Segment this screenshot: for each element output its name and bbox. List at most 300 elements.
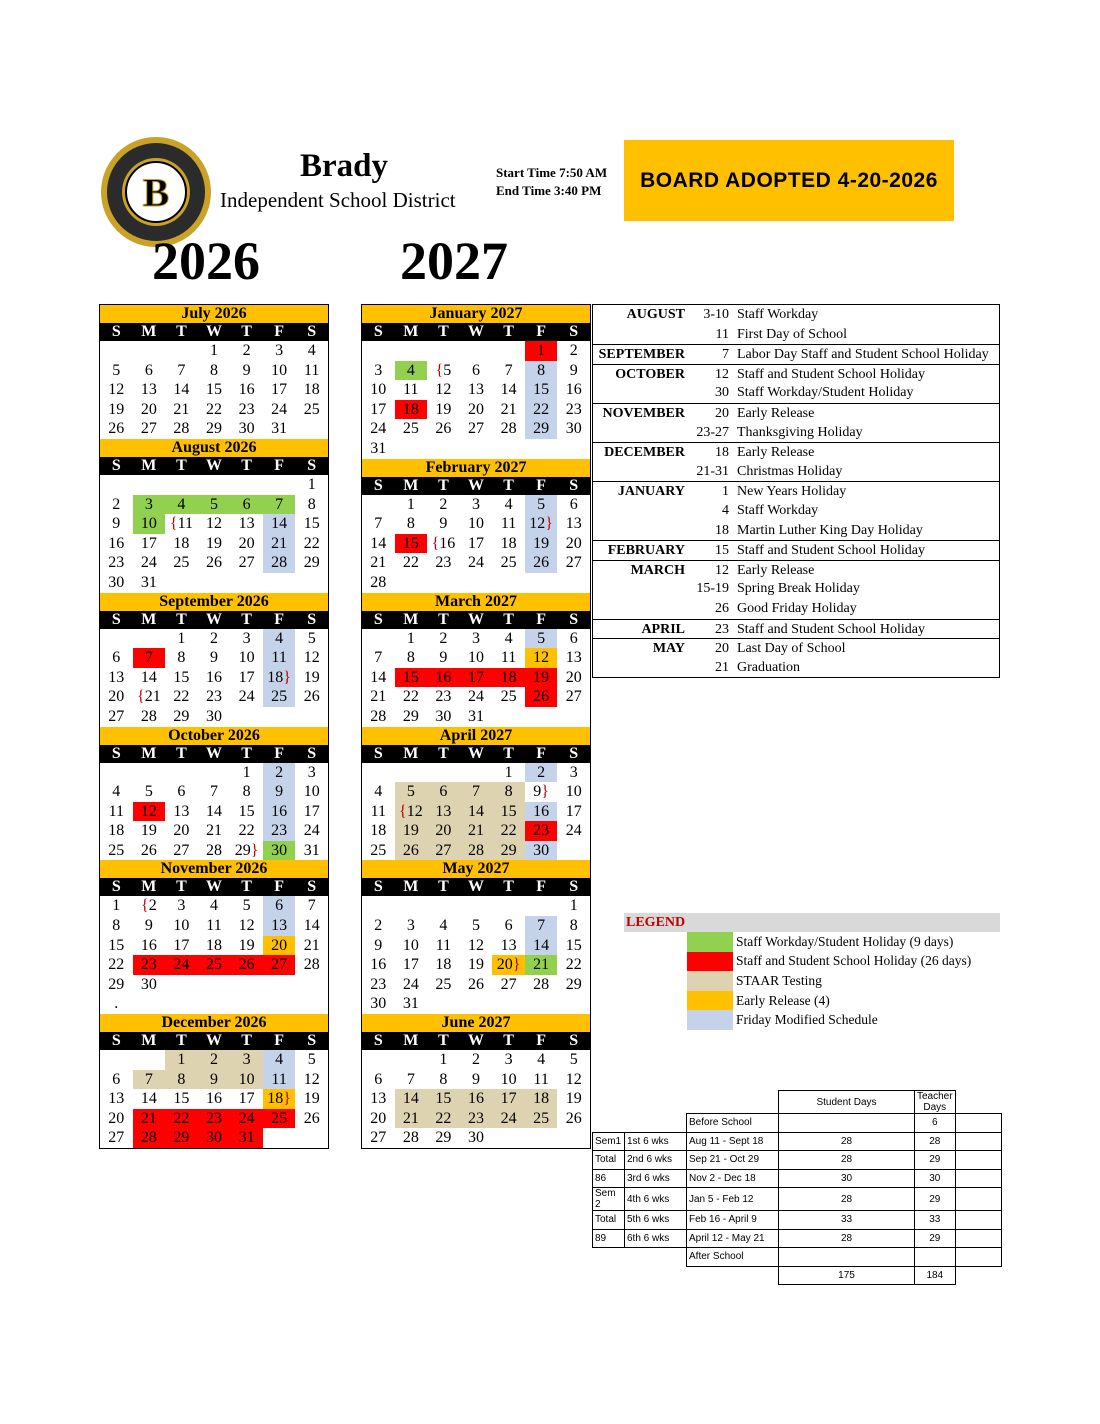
- weekday-header: [362, 611, 590, 629]
- day-cell: [198, 975, 231, 995]
- weekday-label: W: [467, 476, 484, 494]
- days-table-header-cell: Teacher Days: [915, 1091, 956, 1114]
- day-cell: 2: [471, 1051, 480, 1069]
- day-cell: 10: [370, 381, 387, 399]
- day-cell: 5: [471, 917, 480, 935]
- days-table-cell: 89: [593, 1229, 625, 1248]
- day-cell: 18: [108, 822, 125, 840]
- weekday-header: [100, 878, 328, 896]
- day-cell: 8: [307, 495, 316, 513]
- brace-marker: {: [431, 534, 440, 552]
- day-cell: 4: [504, 629, 513, 647]
- day-cell: 1: [525, 341, 558, 361]
- day-cell: 28: [370, 573, 387, 591]
- day-cell: 19: [525, 534, 558, 554]
- day-number: 20: [496, 956, 513, 974]
- event-description: Labor Day Staff and Student School Holiday: [737, 347, 989, 363]
- day-cell: 17: [370, 400, 387, 418]
- day-cell: 30: [467, 1129, 484, 1147]
- weekday-label: W: [205, 744, 222, 762]
- day-cell: 18: [173, 534, 190, 552]
- days-table-cell: 28: [779, 1229, 915, 1248]
- day-cell: 2: [242, 342, 251, 359]
- weekday-label: S: [373, 476, 383, 494]
- day-cell: 18: [395, 400, 428, 420]
- days-table-cell: 30: [915, 1169, 956, 1188]
- days-table-cell: [593, 1266, 625, 1285]
- event-row: [593, 305, 999, 325]
- days-table-cell: [955, 1188, 1001, 1211]
- event-row: [593, 462, 999, 482]
- day-cell: 27: [238, 554, 255, 572]
- day-cell: 3: [242, 629, 251, 647]
- day-cell: [362, 341, 395, 361]
- day-cell: 21: [395, 1109, 428, 1129]
- day-cell: 29: [492, 841, 525, 861]
- weekday-label: T: [503, 476, 514, 494]
- day-cell: 11: [263, 648, 296, 668]
- weekday-label: W: [467, 1032, 484, 1050]
- event-description: Martin Luther King Day Holiday: [737, 522, 923, 538]
- days-table-row: [593, 1151, 1002, 1170]
- days-table-cell: [779, 1114, 915, 1133]
- event-row: [593, 383, 999, 403]
- day-cell: 28: [370, 707, 387, 725]
- day-cell: 27: [467, 420, 484, 438]
- day-cell: 5: [112, 361, 121, 379]
- day-cell: 10: [238, 649, 255, 667]
- day-cell: 13: [427, 802, 460, 822]
- weekday-header: [100, 745, 328, 763]
- day-cell: 28: [205, 841, 222, 859]
- weekday-label: F: [274, 744, 285, 762]
- day-cell: 2: [439, 495, 448, 513]
- day-cell: 26: [303, 1109, 320, 1127]
- day-cell: 10: [230, 1070, 263, 1090]
- events-list: [592, 304, 1000, 678]
- day-cell: [362, 896, 395, 916]
- event-days: 11: [715, 326, 729, 342]
- weekday-label: T: [503, 878, 514, 896]
- day-cell: [362, 1050, 395, 1070]
- days-table-cell: 28: [779, 1151, 915, 1170]
- event-month: DECEMBER: [604, 445, 685, 461]
- day-cell: 22: [165, 1109, 198, 1129]
- day-cell: 3: [133, 495, 166, 515]
- day-cell: 13: [238, 515, 255, 533]
- legend-label: Staff and Student School Holiday (26 days): [736, 953, 972, 969]
- weekday-label: S: [373, 744, 383, 762]
- legend-item: [624, 932, 1000, 952]
- weekday-label: T: [438, 610, 449, 628]
- day-cell: 24: [370, 420, 387, 438]
- weekday-label: S: [111, 610, 121, 628]
- day-cell: 7: [307, 897, 316, 915]
- day-cell: [133, 687, 166, 707]
- day-cell: 17: [238, 668, 255, 686]
- weekday-label: T: [438, 744, 449, 762]
- weekday-label: F: [536, 610, 547, 628]
- day-cell: 31: [467, 707, 484, 725]
- day-cell: 24: [467, 688, 484, 706]
- weekday-label: W: [467, 610, 484, 628]
- event-description: Early Release: [737, 445, 815, 461]
- day-cell: 13: [108, 668, 125, 686]
- days-table-cell: [955, 1248, 1001, 1267]
- day-cell: 1: [177, 629, 186, 647]
- weekday-label: T: [241, 744, 252, 762]
- day-cell: [460, 341, 493, 361]
- days-table-cell: 1st 6 wks: [625, 1132, 687, 1151]
- day-cell: 25: [263, 687, 296, 707]
- day-cell: 13: [500, 936, 517, 954]
- day-cell: 8: [525, 361, 558, 381]
- event-description: Early Release: [737, 405, 815, 421]
- day-cell: 20: [108, 1109, 125, 1127]
- day-cell: 6: [471, 361, 480, 379]
- day-cell: 5: [307, 1051, 316, 1069]
- weekday-label: T: [176, 323, 187, 340]
- day-cell: [198, 994, 231, 1014]
- days-table-cell: 28: [779, 1188, 915, 1211]
- day-cell: 5: [569, 1051, 578, 1069]
- day-cell: 13: [108, 1090, 125, 1108]
- event-days: 20: [715, 405, 729, 421]
- day-cell: .: [114, 995, 119, 1013]
- day-cell: 19: [303, 668, 320, 686]
- event-description: First Day of School: [737, 326, 848, 342]
- day-cell: 26: [435, 420, 452, 438]
- day-cell: 20: [427, 821, 460, 841]
- weekday-label: F: [274, 323, 285, 340]
- brace-marker: }: [545, 515, 553, 533]
- day-cell: 5: [242, 897, 251, 915]
- weekday-label: T: [438, 476, 449, 494]
- day-cell: 24: [238, 688, 255, 706]
- days-table-cell: Sem 2: [593, 1188, 625, 1211]
- legend-item: [624, 1010, 1000, 1030]
- day-cell: [100, 629, 133, 649]
- event-row: [593, 540, 999, 560]
- days-table-cell: 33: [779, 1211, 915, 1230]
- event-row: [593, 325, 999, 345]
- brace-marker: }: [541, 783, 549, 801]
- weekday-label: F: [536, 476, 547, 494]
- event-row: [593, 579, 999, 599]
- day-cell: 1: [406, 629, 415, 647]
- event-month: OCTOBER: [615, 366, 685, 382]
- day-cell: 28: [402, 1129, 419, 1147]
- day-cell: 14: [370, 668, 387, 686]
- weekday-label: T: [176, 1032, 187, 1050]
- event-month: MARCH: [630, 562, 685, 578]
- weekday-label: S: [307, 456, 317, 474]
- day-cell: 12: [525, 648, 558, 668]
- days-table-row: [593, 1188, 1002, 1211]
- weekday-label: W: [205, 456, 222, 474]
- day-cell: 31: [303, 841, 320, 859]
- day-cell: 16: [370, 956, 387, 974]
- day-cell: 12: [467, 936, 484, 954]
- day-cell: 26: [525, 553, 558, 573]
- day-cell: 7: [460, 782, 493, 802]
- day-cell: 14: [500, 381, 517, 399]
- days-table-cell: 29: [915, 1229, 956, 1248]
- day-cell: 10: [402, 936, 419, 954]
- weekday-label: M: [403, 878, 419, 896]
- day-cell: [427, 763, 460, 783]
- day-cell: 22: [565, 956, 582, 974]
- month-grid-march-2027: [362, 629, 590, 727]
- day-cell: 12: [133, 802, 166, 822]
- day-cell: 11: [435, 936, 452, 954]
- school-times: [496, 164, 607, 200]
- weekday-label: T: [503, 323, 514, 340]
- days-table-cell: [779, 1248, 915, 1267]
- day-number: 12: [406, 802, 423, 820]
- weekday-header: [362, 1032, 590, 1050]
- day-cell: 19: [238, 936, 255, 954]
- month-title-may-2027: May 2027: [362, 860, 590, 878]
- weekday-label: S: [373, 878, 383, 896]
- day-cell: [460, 896, 493, 916]
- event-days: 15-19: [696, 581, 729, 597]
- day-cell: 18: [525, 1089, 558, 1109]
- weekday-label: W: [467, 323, 484, 340]
- days-table-row: [593, 1169, 1002, 1188]
- day-cell: 17: [467, 534, 484, 552]
- days-table-cell: 28: [779, 1132, 915, 1151]
- day-cell: 31: [370, 439, 387, 457]
- day-cell: [165, 975, 198, 995]
- month-grid-january-2027: [362, 341, 590, 459]
- district-subtitle: Independent School District: [220, 188, 456, 212]
- day-cell: [100, 1050, 133, 1070]
- day-cell: 19: [303, 1090, 320, 1108]
- day-cell: 13: [565, 515, 582, 533]
- days-table-cell: Nov 2 - Dec 18: [687, 1169, 779, 1188]
- day-cell: 19: [525, 668, 558, 688]
- day-cell: 3: [504, 1051, 513, 1069]
- day-cell: 26: [108, 420, 125, 438]
- month-grid-may-2027: [362, 896, 590, 1014]
- weekday-label: T: [241, 323, 252, 340]
- month-grid-december-2026: [100, 1050, 328, 1148]
- day-cell: 1: [209, 342, 218, 359]
- day-cell: 29: [108, 975, 125, 993]
- day-cell: [427, 896, 460, 916]
- day-cell: 26: [303, 688, 320, 706]
- day-cell: [362, 495, 395, 515]
- day-cell: 20: [108, 688, 125, 706]
- day-cell: 25: [108, 841, 125, 859]
- weekday-label: F: [274, 1032, 285, 1050]
- legend-item: [624, 952, 1000, 972]
- day-cell: 2: [263, 763, 296, 783]
- day-cell: 1: [242, 763, 251, 781]
- weekday-label: M: [403, 1032, 419, 1050]
- day-cell: 29: [165, 1128, 198, 1148]
- day-cell: 4: [307, 342, 316, 359]
- day-cell: 24: [565, 822, 582, 840]
- day-number: 2: [148, 897, 157, 915]
- event-row: [593, 403, 999, 423]
- day-cell: 1: [307, 475, 316, 493]
- day-cell: 9: [242, 361, 251, 379]
- day-cell: 15: [303, 515, 320, 533]
- day-cell: 23: [238, 400, 255, 418]
- event-days: 15: [715, 543, 729, 559]
- day-cell: 11: [370, 802, 386, 820]
- days-table-cell: 30: [779, 1169, 915, 1188]
- day-cell: 20: [238, 534, 255, 552]
- month-grid-august-2026: [100, 475, 328, 593]
- days-table-cell: [955, 1211, 1001, 1230]
- days-table-cell: 29: [915, 1188, 956, 1211]
- days-table-row: [593, 1248, 1002, 1267]
- event-month: APRIL: [641, 621, 685, 637]
- day-cell: [427, 341, 460, 361]
- event-description: Staff Workday/Student Holiday: [737, 385, 914, 401]
- day-cell: 25: [198, 955, 231, 975]
- day-cell: 25: [402, 420, 419, 438]
- day-cell: 7: [133, 1070, 166, 1090]
- weekday-label: T: [503, 744, 514, 762]
- day-cell: 10: [467, 649, 484, 667]
- days-table-cell: Sep 21 - Oct 29: [687, 1151, 779, 1170]
- days-table-cell: 28: [915, 1132, 956, 1151]
- weekday-label: T: [438, 323, 449, 340]
- day-cell: 17: [492, 1089, 525, 1109]
- day-cell: 15: [238, 802, 255, 820]
- days-table-row: [593, 1132, 1002, 1151]
- day-cell: 14: [263, 514, 296, 534]
- event-row: [593, 442, 999, 462]
- day-cell: 14: [460, 802, 493, 822]
- day-cell: 19: [108, 400, 125, 418]
- day-cell: 7: [374, 515, 383, 533]
- day-cell: 8: [439, 1070, 448, 1088]
- month-grid-october-2026: [100, 763, 328, 861]
- day-cell: 22: [427, 1109, 460, 1129]
- event-month: SEPTEMBER: [598, 347, 685, 363]
- month-title-november-2026: November 2026: [100, 860, 328, 878]
- event-days: 12: [715, 366, 729, 382]
- day-cell: 7: [406, 1070, 415, 1088]
- day-cell: 7: [525, 916, 558, 936]
- day-cell: 23: [205, 688, 222, 706]
- days-table-cell: 86: [593, 1169, 625, 1188]
- day-cell: 25: [435, 975, 452, 993]
- day-cell: 22: [205, 400, 222, 418]
- day-cell: 12: [205, 515, 222, 533]
- weekday-label: T: [241, 456, 252, 474]
- weekday-label: S: [111, 1032, 121, 1050]
- day-cell: 23: [263, 821, 296, 841]
- day-cell: 26: [565, 1109, 582, 1127]
- day-cell: [165, 514, 198, 534]
- event-row: [593, 658, 999, 678]
- day-cell: 21: [205, 822, 222, 840]
- day-cell: 3: [307, 763, 316, 781]
- day-cell: 24: [303, 822, 320, 840]
- day-cell: 28: [140, 707, 157, 725]
- day-cell: [133, 1050, 166, 1070]
- day-cell: 2: [569, 342, 578, 359]
- weekday-header: [100, 457, 328, 475]
- month-title-october-2026: October 2026: [100, 727, 328, 745]
- days-table-cell: [915, 1248, 956, 1267]
- weekday-label: S: [307, 323, 317, 340]
- brace-marker: }: [283, 1090, 291, 1108]
- legend-label: Friday Modified Schedule: [736, 1012, 878, 1028]
- event-month: AUGUST: [626, 307, 685, 322]
- weekday-label: W: [467, 878, 484, 896]
- day-cell: 23: [460, 1109, 493, 1129]
- day-cell: 6: [569, 629, 578, 647]
- event-description: Good Friday Holiday: [737, 600, 857, 616]
- weekday-label: S: [373, 610, 383, 628]
- event-days: 12: [715, 562, 729, 578]
- day-number: 9: [533, 783, 542, 801]
- event-days: 4: [722, 502, 729, 518]
- day-cell: 4: [374, 783, 383, 801]
- day-cell: 28: [303, 956, 320, 974]
- event-description: Staff and Student School Holiday: [737, 621, 925, 637]
- day-cell: 15: [108, 936, 125, 954]
- day-cell: 10: [500, 1070, 517, 1088]
- day-cell: 10: [303, 783, 320, 801]
- day-cell: 8: [177, 649, 186, 667]
- day-cell: 30: [140, 975, 157, 993]
- day-cell: 20: [467, 400, 484, 418]
- day-cell: 21: [133, 1109, 166, 1129]
- month-title-march-2027: March 2027: [362, 593, 590, 611]
- event-month: [593, 325, 685, 345]
- day-cell: 22: [108, 956, 125, 974]
- day-cell: 21: [263, 534, 296, 554]
- brace-marker: }: [250, 841, 259, 859]
- weekday-label: S: [307, 610, 317, 628]
- weekday-label: T: [438, 878, 449, 896]
- event-days: 23-27: [696, 424, 729, 440]
- day-cell: 7: [263, 495, 296, 515]
- weekday-label: S: [569, 1032, 579, 1050]
- day-cell: 26: [467, 975, 484, 993]
- weekday-label: S: [569, 323, 579, 340]
- day-cell: 30: [108, 573, 125, 591]
- days-table-cell: 6th 6 wks: [625, 1229, 687, 1248]
- days-table-cell: After School: [687, 1248, 779, 1267]
- event-month: [593, 462, 685, 482]
- days-table-cell: Sem1: [593, 1132, 625, 1151]
- day-cell: 17: [173, 936, 190, 954]
- days-table-cell: [593, 1248, 625, 1267]
- days-table-cell: 175: [779, 1266, 915, 1285]
- day-cell: [525, 896, 558, 916]
- day-cell: 8: [569, 917, 578, 935]
- day-cell: 10: [173, 917, 190, 935]
- day-cell: 4: [504, 495, 513, 513]
- day-cell: 4: [165, 495, 198, 515]
- day-cell: 10: [271, 361, 288, 379]
- brace-marker: {: [435, 361, 444, 379]
- day-cell: 22: [402, 554, 419, 572]
- event-row: [593, 423, 999, 443]
- month-grid-june-2027: [362, 1050, 590, 1148]
- day-cell: 17: [271, 381, 288, 399]
- day-cell: 25: [263, 1109, 296, 1129]
